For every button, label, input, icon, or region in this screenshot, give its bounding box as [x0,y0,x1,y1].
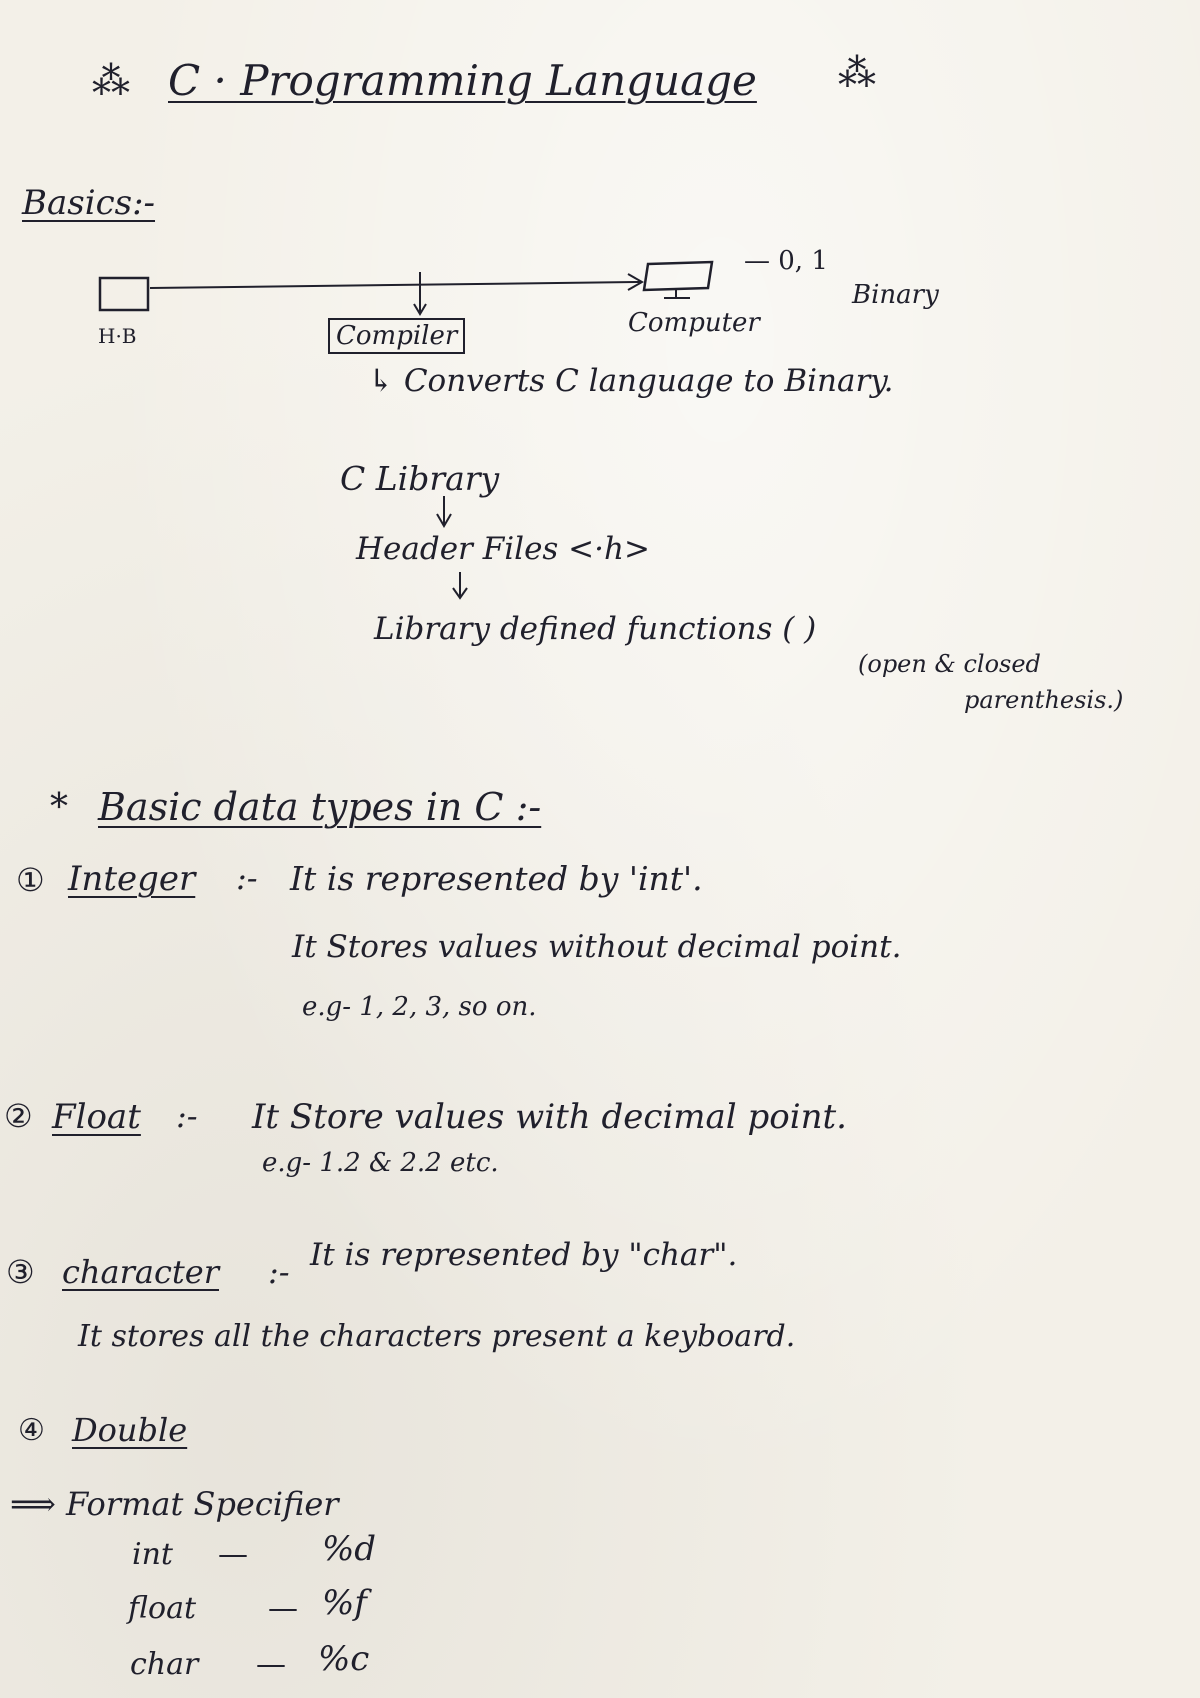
down-arrow-icon-2 [453,572,467,598]
format-row-float-dash: — [268,1591,298,1626]
format-row-float-type: float [128,1591,197,1626]
format-row-float-spec: %f [322,1583,367,1623]
compiler-label: Compiler [328,318,465,354]
bits-label: — 0, 1 [744,246,828,276]
computer-label: Computer [628,308,760,338]
flow-line [150,282,640,288]
human-label: H·B [98,324,137,348]
down-arrow-icon-1 [437,496,451,526]
double-number: ④ [18,1413,45,1448]
format-row-int-type: int [132,1537,173,1572]
character-sep: :- [268,1253,290,1291]
library-line-3: Library defined functions ( ) [374,611,817,647]
integer-line-2: It Stores values without decimal point. [292,929,902,965]
integer-line-3: e.g- 1, 2, 3, so on. [302,992,537,1022]
compiler-arrow-head [414,304,426,314]
flow-arrow-head [628,274,642,290]
binary-label: Binary [852,280,939,310]
double-name: Double [72,1411,188,1449]
format-row-char-spec: %c [318,1639,370,1679]
title-right-mark: ⁂ [838,51,876,95]
library-line-2: Header Files <·h> [356,531,650,567]
format-row-int-dash: — [218,1537,248,1572]
character-desc: It is represented by "char". [310,1237,738,1273]
float-name: Float [52,1097,141,1137]
page-title: C · Programming Language [168,56,757,105]
float-sep: :- [176,1097,198,1135]
library-note-1: (open & closed [858,650,1041,678]
float-desc: It Store values with decimal point. [252,1097,847,1137]
float-number: ② [4,1097,33,1135]
library-line-1: C Library [340,459,500,498]
format-row-int-spec: %d [322,1529,377,1569]
character-number: ③ [6,1253,35,1291]
integer-number: ① [16,861,45,899]
float-line-2: e.g- 1.2 & 2.2 etc. [262,1148,499,1178]
compiler-note: ↳ Converts C language to Binary. [368,363,894,399]
data-types-heading: Basic data types in C :- [98,785,542,829]
integer-sep: :- [236,859,258,897]
format-specifier-heading: ⟹ Format Specifier [10,1485,339,1523]
integer-name: Integer [68,859,196,899]
basics-heading: Basics:- [22,183,156,223]
character-line-2: It stores all the characters present a keyboard. [78,1319,796,1354]
human-box [100,278,148,310]
format-row-char-dash: — [256,1647,286,1682]
title-left-mark: ⁂ [92,59,130,103]
library-note-2: parenthesis.) [964,686,1124,714]
integer-desc: It is represented by 'int'. [290,859,703,898]
format-row-char-type: char [130,1647,199,1682]
computer-icon [644,262,712,298]
character-name: character [62,1253,219,1291]
data-types-mark: * [50,787,68,828]
